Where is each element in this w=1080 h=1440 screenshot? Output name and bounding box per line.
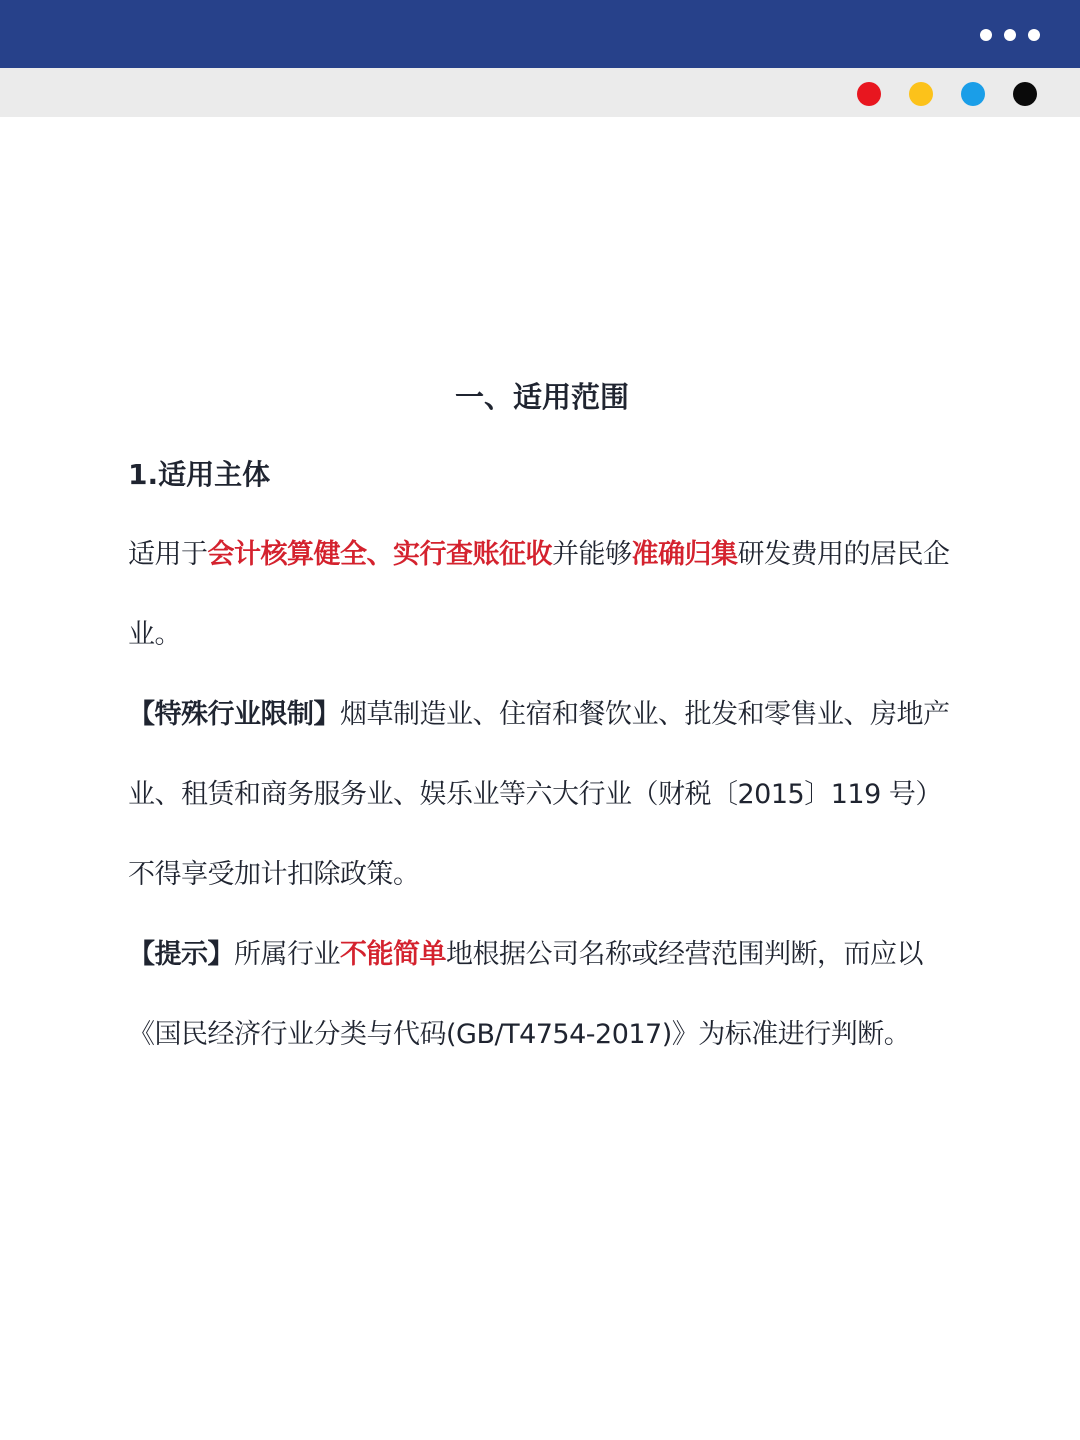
more-dot — [1004, 29, 1016, 41]
text: 并能够 — [552, 539, 632, 570]
paragraph-scope — [128, 515, 958, 675]
black-dot — [1013, 82, 1037, 106]
more-horizontal-icon[interactable] — [980, 24, 1040, 46]
text: 适用于 — [128, 539, 208, 570]
more-dot — [1028, 29, 1040, 41]
text: 所属行业 — [234, 939, 340, 970]
highlight-text: 会计核算健全、实行查账征收 — [207, 539, 552, 570]
text: 地根据公司名称或经营范围判断，而应以《国民经济行业分类与代码(GB/T4754-2017)》为标准进行判断。 — [128, 939, 923, 1050]
document-body — [128, 372, 958, 1075]
sub-title: 1.适用主体 — [128, 458, 271, 491]
highlight-text: 准确归集 — [631, 539, 738, 570]
text: 烟草制造业、住宿和餐饮业、批发和零售业、房地产业、租赁和商务服务业、娱乐业等六大行业（财税〔2015〕119 号）不得享受加计扣除政策。 — [128, 699, 950, 890]
yellow-dot — [909, 82, 933, 106]
more-dot — [980, 29, 992, 41]
text: 研发费用的居民企业。 — [128, 539, 950, 650]
color-strip — [0, 68, 1080, 117]
restriction-label: 【特殊行业限制】 — [128, 699, 340, 730]
paragraph-industry-restriction — [128, 675, 958, 915]
paragraph-tip — [128, 915, 958, 1075]
red-dot — [857, 82, 881, 106]
color-dots — [857, 82, 1037, 106]
top-bar — [0, 0, 1080, 68]
section-title: 一、适用范围 — [454, 380, 629, 414]
blue-dot — [961, 82, 985, 106]
highlight-text: 不能简单 — [340, 939, 446, 970]
tip-label: 【提示】 — [128, 939, 234, 970]
